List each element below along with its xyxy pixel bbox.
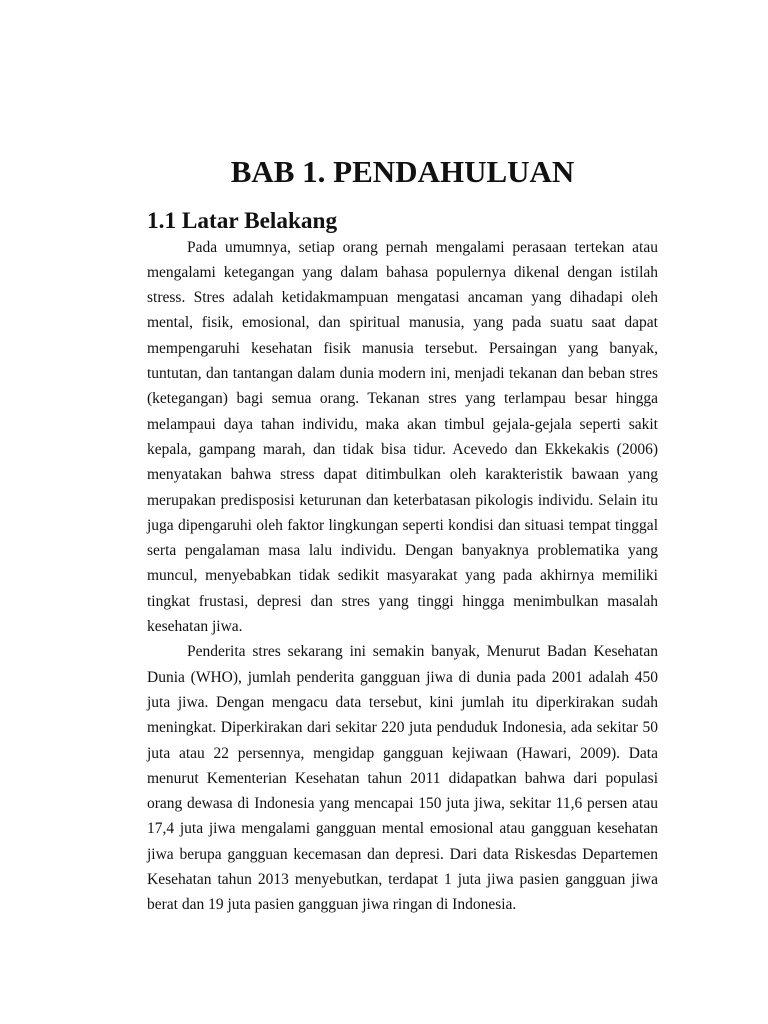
section-heading: 1.1 Latar Belakang <box>147 208 338 235</box>
paragraph-1: Pada umumnya, setiap orang pernah mengalami perasaan tertekan atau mengalami ketegangan yang dalam bahasa populernya dikenal dengan istilah stress. Stres adalah ketidakmampuan mengatasi ancaman yang dihadapi oleh mental, fisik, emosional, dan spiritual manusia, yang pada suatu saat dapat mempengaruhi kesehatan fisik manusia tersebut. Persaingan yang banyak, tuntutan, dan tantangan dalam dunia modern ini, menjadi tekanan dan beban stres (ketegangan) bagi semua orang. Tekanan stres yang terlampau besar hingga melampaui daya tahan individu, maka akan timbul gejala-gejala seperti sakit kepala, gampang marah, dan tidak bisa tidur. Acevedo dan Ekkekakis (2006) menyatakan bahwa stress dapat ditimbulkan oleh karakteristik bawaan yang merupakan predisposisi keturunan dan keterbatasan pikologis individu. Selain itu juga dipengaruhi oleh faktor lingkungan seperti kondisi dan situasi tempat tinggal serta pengalaman masa lalu individu. Dengan banyaknya problematika yang muncul, menyebabkan tidak sedikit masyarakat yang pada akhirnya memiliki tingkat frustasi, depresi dan stres yang tinggi hingga menimbulkan masalah kesehatan jiwa. <box>147 238 658 636</box>
page-content <box>147 154 658 918</box>
chapter-title: BAB 1. PENDAHULUAN <box>230 154 575 189</box>
paragraph-2: Penderita stres sekarang ini semakin banyak, Menurut Badan Kesehatan Dunia (WHO), jumlah penderita gangguan jiwa di dunia pada 2001 adalah 450 juta jiwa. Dengan mengacu data tersebut, kini jumlah itu diperkirakan sudah meningkat. Diperkirakan dari sekitar 220 juta penduduk Indonesia, ada sekitar 50 juta atau 22 persennya, mengidap gangguan kejiwaan (Hawari, 2009). Data menurut Kementerian Kesehatan tahun 2011 didapatkan bahwa dari populasi orang dewasa di Indonesia yang mencapai 150 juta jiwa, sekitar 11,6 persen atau 17,4 juta jiwa mengalami gangguan mental emosional atau gangguan kesehatan jiwa berupa gangguan kecemasan dan depresi. Dari data Riskesdas Departemen Kesehatan tahun 2013 menyebutkan, terdapat 1 juta jiwa pasien gangguan jiwa berat dan 19 juta pasien gangguan jiwa ringan di Indonesia. <box>147 643 658 914</box>
